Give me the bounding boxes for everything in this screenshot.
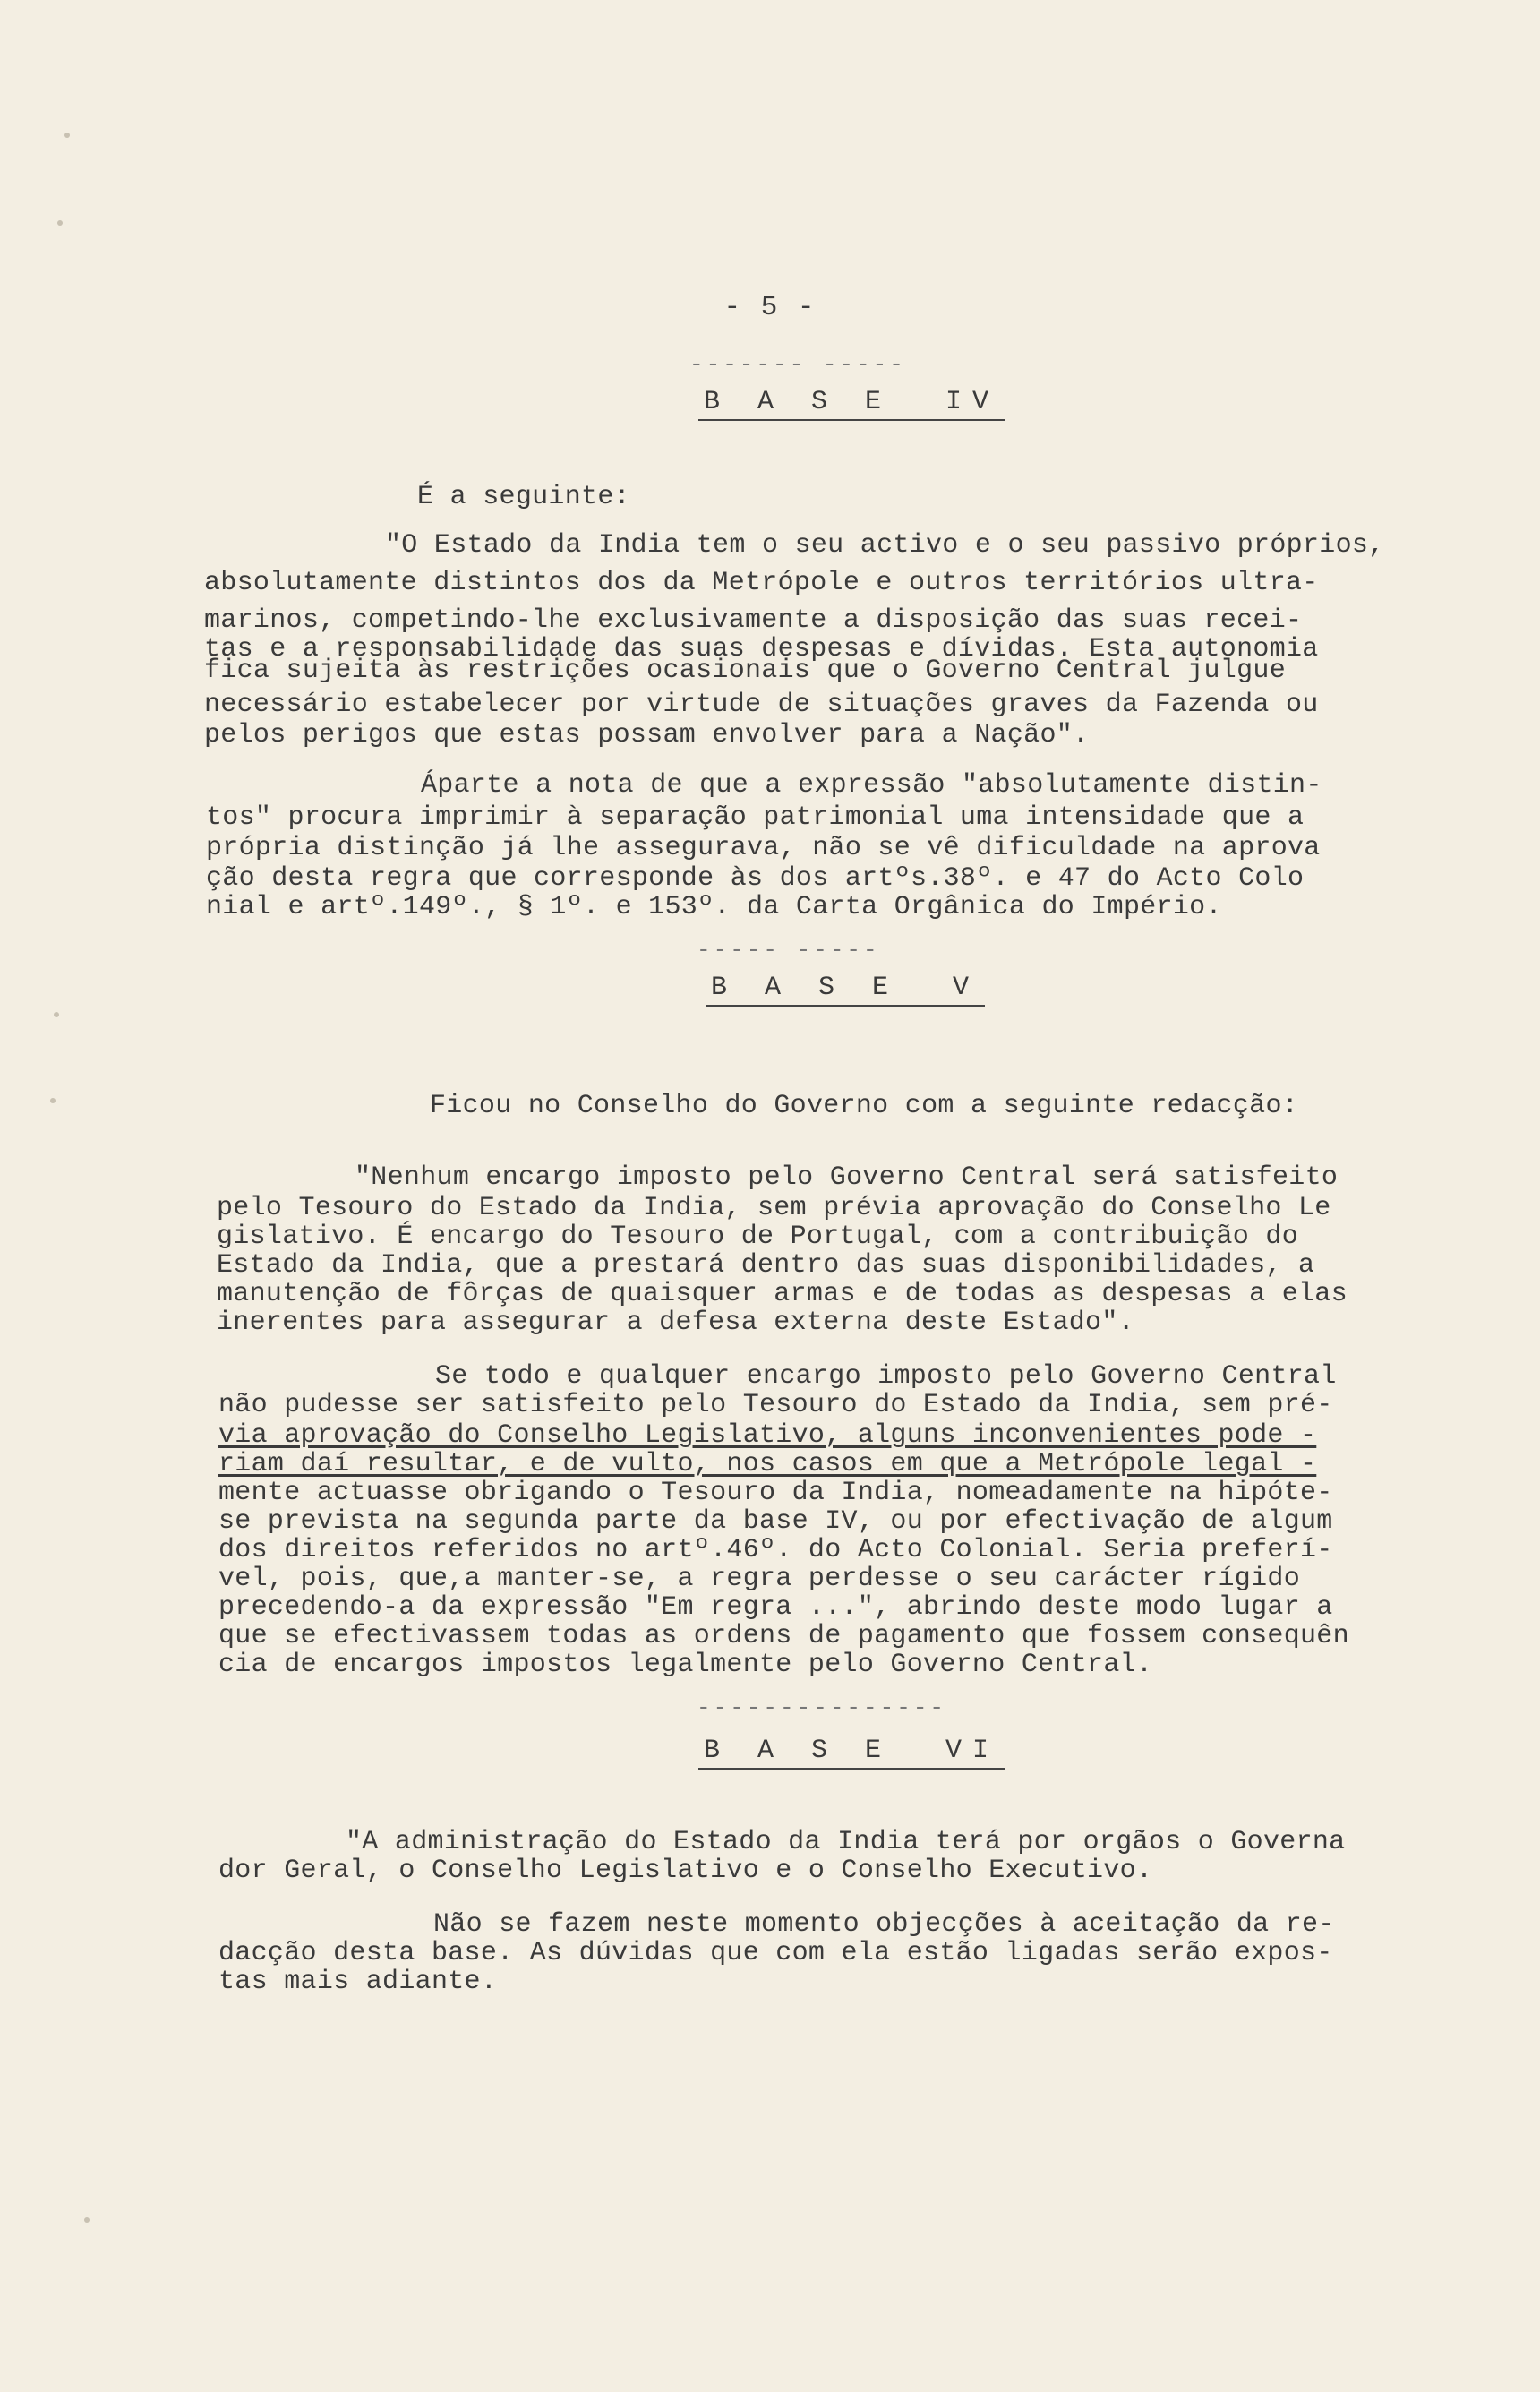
heading-base-iv: B A S E IV <box>698 387 1005 421</box>
commentary-line: Não se fazem neste momento objecções à aceitação da re- <box>433 1909 1335 1940</box>
quote-line: gislativo. É encargo do Tesouro de Portugal, com a contribuição do <box>217 1222 1298 1252</box>
commentary-line: dacção desta base. As dúvidas que com ela estão ligadas serão expos- <box>218 1938 1333 1968</box>
quote-line: necessário estabelecer por virtude de situações graves da Fazenda ou <box>204 690 1319 720</box>
paper-speck <box>84 2217 90 2223</box>
separator-dashes: --------------- <box>697 1694 947 1721</box>
paper-speck <box>57 220 63 226</box>
commentary-line: tas mais adiante. <box>218 1967 498 1997</box>
quote-line: "Nenhum encargo imposto pelo Governo Central será satisfeito <box>355 1162 1339 1193</box>
quote-line: pelo Tesouro do Estado da India, sem prévia aprovação do Conselho Le <box>217 1193 1331 1223</box>
quote-line: absolutamente distintos dos da Metrópole e outros territórios ultra- <box>204 568 1319 598</box>
commentary-line: Áparte a nota de que a expressão "absolutamente distin- <box>421 770 1322 801</box>
quote-line: manutenção de fôrças de quaisquer armas e de todas as despesas a elas <box>217 1279 1348 1309</box>
commentary-line: dos direitos referidos no artº.46º. do Acto Colonial. Seria preferí- <box>218 1535 1333 1565</box>
commentary-line: precedendo-a da expressão "Em regra ...", abrindo deste modo lugar a <box>218 1592 1333 1623</box>
paper-speck <box>50 1098 56 1103</box>
commentary-line: própria distinção já lhe assegurava, não se vê dificuldade na aprova <box>206 833 1321 863</box>
quote-line: dor Geral, o Conselho Legislativo e o Conselho Executivo. <box>218 1856 1153 1886</box>
quote-line: "O Estado da India tem o seu activo e o seu passivo próprios, <box>385 530 1385 561</box>
commentary-line: nial e artº.149º., § 1º. e 153º. da Carta Orgânica do Império. <box>206 892 1222 922</box>
paper-speck <box>64 133 70 138</box>
quote-line: Estado da India, que a prestará dentro das suas disponibilidades, a <box>217 1250 1315 1281</box>
quote-line: marinos, competindo-lhe exclusivamente a disposição das suas recei- <box>204 605 1303 636</box>
commentary-line: ção desta regra que corresponde às dos artºs.38º. e 47 do Acto Colo <box>206 863 1305 894</box>
commentary-line: não pudesse ser satisfeito pelo Tesouro do Estado da India, sem pré- <box>218 1390 1333 1420</box>
commentary-line: mente actuasse obrigando o Tesouro da India, nomeadamente na hipóte- <box>218 1478 1333 1508</box>
separator-dashes: ----- ----- <box>697 937 880 964</box>
commentary-line-underlined: via aprovação do Conselho Legislativo, alguns inconvenientes pode - <box>218 1420 1317 1451</box>
commentary-line: se prevista na segunda parte da base IV, ou por efectivação de algum <box>218 1506 1333 1537</box>
heading-base-v: B A S E V <box>706 973 985 1007</box>
commentary-line: tos" procura imprimir à separação patrimonial uma intensidade que a <box>206 802 1305 833</box>
quote-line: inerentes para assegurar a defesa externa deste Estado". <box>217 1307 1134 1338</box>
commentary-line: que se efectivassem todas as ordens de pagamento que fossem consequên <box>218 1621 1349 1651</box>
commentary-line: Se todo e qualquer encargo imposto pelo Governo Central <box>435 1361 1337 1392</box>
commentary-line-underlined: riam daí resultar, e de vulto, nos casos em que a Metrópole legal - <box>218 1449 1317 1479</box>
quote-line: pelos perigos que estas possam envolver para a Nação". <box>204 720 1090 750</box>
quote-line: "A administração do Estado da India terá por orgãos o Governa <box>346 1827 1346 1857</box>
heading-base-vi: B A S E VI <box>698 1736 1005 1770</box>
paper-speck <box>54 1012 59 1017</box>
page-number: - 5 - <box>723 292 817 323</box>
commentary-line: cia de encargos impostos legalmente pelo Governo Central. <box>218 1650 1153 1680</box>
quote-line: tas e a responsabilidade das suas despesas e dívidas. Esta autonomia <box>204 634 1319 664</box>
intro-text: É a seguinte: <box>417 482 630 512</box>
commentary-line: vel, pois, que,a manter-se, a regra perdesse o seu carácter rígido <box>218 1564 1300 1594</box>
quote-line: fica sujeita às restrições ocasionais que o Governo Central julgue <box>204 656 1286 686</box>
separator-dashes: ------- ----- <box>689 351 906 378</box>
intro-text: Ficou no Conselho do Governo com a seguinte redacção: <box>430 1091 1299 1121</box>
